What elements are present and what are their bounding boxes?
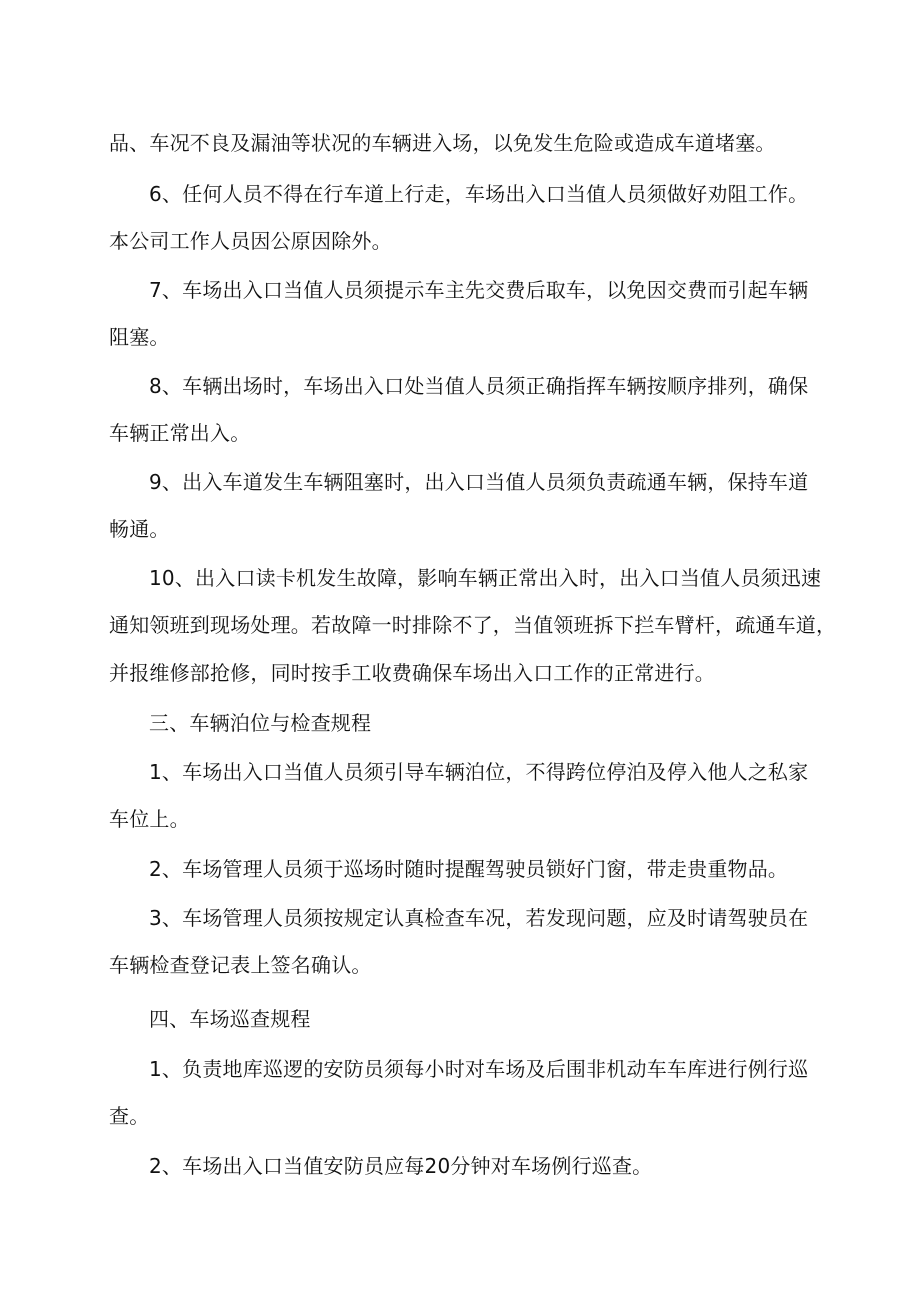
section-3-rule-2: 2、车场管理人员须于巡场时随时提醒驾驶员锁好门窗，带走贵重物品。: [149, 857, 789, 881]
section-3-rule-3: 3、车场管理人员须按规定认真检查车况，若发现问题，应及时请驾驶员在: [149, 906, 809, 930]
rule-10-continuation-2: 并报维修部抢修，同时按手工收费确保车场出入口工作的正常进行。: [109, 661, 715, 685]
paragraph-continuation: 品、车况不良及漏油等状况的车辆进入场，以免发生危险或造成车道堵塞。: [109, 131, 776, 155]
rule-7: 7、车场出入口当值人员须提示车主先交费后取车，以免因交费而引起车辆: [149, 278, 809, 302]
rule-9: 9、出入车道发生车辆阻塞时，出入口当值人员须负责疏通车辆，保持车道: [149, 470, 809, 494]
rule-7-continuation: 阻塞。: [109, 325, 170, 349]
section-3-rule-3-continuation: 车辆检查登记表上签名确认。: [109, 953, 372, 977]
rule-10-continuation-1: 通知领班到现场处理。若故障一时排除不了，当值领班拆下拦车臂杆，疏通车道，: [109, 613, 837, 637]
rule-9-continuation: 畅通。: [109, 517, 170, 541]
section-heading-3: 三、车辆泊位与检查规程: [149, 711, 372, 735]
rule-6: 6、任何人员不得在行车道上行走，车场出入口当值人员须做好劝阻工作。: [149, 182, 809, 206]
section-4-rule-1-continuation: 查。: [109, 1104, 150, 1128]
section-3-rule-1: 1、车场出入口当值人员须引导车辆泊位，不得跨位停泊及停入他人之私家: [149, 760, 809, 784]
section-heading-4: 四、车场巡查规程: [149, 1007, 311, 1031]
rule-8-continuation: 车辆正常出入。: [109, 421, 251, 445]
section-3-rule-1-continuation: 车位上。: [109, 807, 190, 831]
rule-6-continuation: 本公司工作人员因公原因除外。: [109, 229, 392, 253]
rule-10: 10、出入口读卡机发生故障，影响车辆正常出入时，出入口当值人员须迅速: [149, 566, 822, 590]
section-4-rule-1: 1、负责地库巡逻的安防员须每小时对车场及后围非机动车车库进行例行巡: [149, 1057, 809, 1081]
section-4-rule-2: 2、车场出入口当值安防员应每20分钟对车场例行巡查。: [149, 1154, 653, 1178]
rule-8: 8、车辆出场时，车场出入口处当值人员须正确指挥车辆按顺序排列，确保: [149, 374, 809, 398]
